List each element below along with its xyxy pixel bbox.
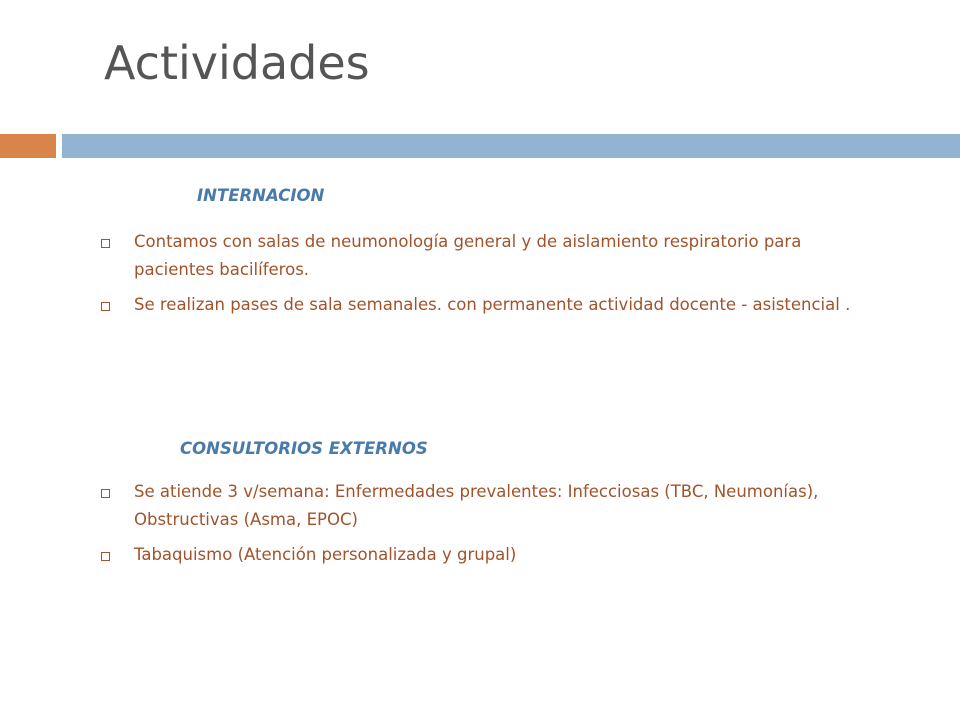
square-bullet-icon: [101, 489, 110, 498]
bullet-item: [100, 291, 870, 319]
bullet-text: Contamos con salas de neumonología general y de aislamiento respiratorio para pacientes bacilíferos.: [134, 232, 802, 279]
bullet-list-consultorios: [100, 478, 870, 576]
bullet-item: [100, 541, 870, 569]
accent-bar-blue: [62, 134, 960, 158]
square-bullet-icon: [101, 302, 110, 311]
bullet-item: [100, 228, 870, 284]
bullet-text: Se atiende 3 v/semana: Enfermedades prevalentes: Infecciosas (TBC, Neumonías), Obstructivas (Asma, EPOC): [134, 482, 819, 529]
bullet-text: Tabaquismo (Atención personalizada y grupal): [134, 545, 517, 564]
bullet-text: Se realizan pases de sala semanales. con permanente actividad docente - asistencial .: [134, 295, 851, 314]
bullet-item: [100, 478, 870, 534]
slide-title: Actividades: [104, 36, 370, 90]
section-heading-internacion: INTERNACION: [197, 186, 325, 205]
square-bullet-icon: [101, 552, 110, 561]
section-heading-consultorios-externos: CONSULTORIOS EXTERNOS: [180, 439, 428, 458]
accent-bar-orange: [0, 134, 56, 158]
bullet-list-internacion: [100, 228, 870, 326]
square-bullet-icon: [101, 239, 110, 248]
